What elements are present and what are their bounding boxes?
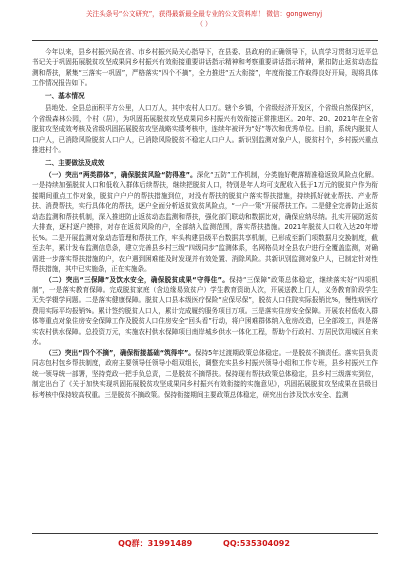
page-footer — [0, 538, 408, 550]
header-divider — [32, 40, 378, 41]
promo-banner-text: 关注头条号“公文研究”，获得最新最全最专业的公文资料库！ 微信：gongwenyj — [85, 10, 323, 18]
footer-qq-group: QQ群：31991489 — [118, 539, 193, 548]
promo-banner-subtext: （ ） — [196, 20, 212, 28]
subsection-3 — [32, 348, 378, 400]
section-heading-basic: 一、基本情况 — [45, 91, 85, 100]
footer-qq: QQ:535304092 — [223, 539, 290, 548]
subsection-1-title: （一）突出“两类群体”，确保脱贫风险“防得准”。 — [45, 170, 197, 179]
footer-divider — [32, 533, 378, 534]
subsection-1 — [32, 170, 378, 275]
section-heading-measures: 二、主要做法及成效 — [45, 158, 105, 167]
subsection-2-title: （二）突出“三保障”及饮水安全，确保脱贫成果“守得住”。 — [45, 275, 230, 284]
subsection-3-body: 保持5年过渡期政策总体稳定。一是脱贫不摘责任。落实县负责同志包村包乡帮扶制度，政府主要领导任领导小组双组长，调整充实县乡村振兴领导小组和工作专班，县乡村振兴工作统一领导统一部署，坚持党政一把手负总责，二是脱贫不摘帮扶。保持现有帮扶政策总体稳定，县乡村三级落实到位，制定出台了《关于加快实现巩固拓展脱贫攻坚成果同乡村振兴有效衔接的实施意见》，巩固拓展脱贫攻坚成果在县级目标考核中保持较高权重。三是脱贫不摘政策。保持衔接期间主要政策总体稳定，研究出台涉及饮水安全、监测 — [32, 348, 378, 399]
subsection-3-title: （三）突出“四个不摘”，确保衔接基础“筑得牢”。 — [45, 348, 195, 357]
intro-paragraph: 今年以来，县乡村振兴局在省、市乡村振兴局关心指导下，在县委、县政府的正确领导下，认真学习贯彻习近平总书记关于巩固拓展脱贫攻坚成果同乡村振兴有效衔接重要讲话指示精神和考察重要讲话指示精神，紧扣防止返贫动态监测和帮扶，紧集“三落实一巩固”，严格落实“四个不摘”，全力推进“五大衔接”，年度衔接工作取得良好开局，现将具体工作情况报告如下。 — [32, 48, 378, 88]
top-banner — [0, 0, 408, 40]
document-body — [32, 47, 378, 400]
subsection-2-body: 保持“三保障”政策总体稳定，继续落实好“四项机制”，一是落实教育保障。完成脱贫家庭（含边缘易致贫户）学生教育资助人次，开展送教上门人，义务教育阶段学生无失学辍学问题。二是落实健康保障。脱贫人口县本级医疗保险“应保尽保”，脱贫人口住院实际报销比%，慢性病医疗费用实际平均报销%。累计签约脱贫人口人，累计完成履约服务项目万项。三是落实住房安全保障。开展农村低收入群体等重点对象住房安全保障工作及脱贫人口住房安全“回头看”行动，将户困难群体纳入危房改造，已全部竣工，四是落实农村供水保障。总投资万元，实施农村供水保障项目南岸城乡供水一体化工程，帮助个行政村、万居民饮用城区自来水。 — [32, 275, 378, 347]
section-basic-paragraph: 县地处、全县总面积平方公里，人口万人，其中农村人口万。辖个乡镇，个省级经济开发区，个省级自然保护区，个省级森林公园，个村（居），为巩固拓展脱贫攻坚成果同乡村振兴有效衔接正常推进区。20年、20、2021年在全省脱贫攻坚成效考核及省级巩固拓展脱贫攻坚战略实绩考核中，连续年被评为“好”等次和优秀单位。目前，系统内脱贫人口户人，已消除风险脱贫人口户人，已消除风险脱贫不稳定人口户人。新识别监测对象户人，脱贫村个，乡村振兴重点推进村个。 — [32, 104, 378, 155]
subsection-1-body: 深化“五防”工作机制，分类施好靶落精准稳返致风险点化解。一是持续加强脱贫人口和低收入群体后续帮扶，继续把脱贫人口，特别是年人均可支配收入低于1万元的脱贫户作为衔接期间重点工作对象，脱贫户户户的帮扶措施到位，对没有帮扶的脱贫户落实帮扶措施，持续抓好就业帮扶、产业帮扶、消费帮扶，实行具体化的帮扶，逐户全面分析返贫致贫风险点，“一户一策”开展帮扶工作。二是健全完善防止返贫动态监测和帮扶机制，深入推进防止返贫动态监测和帮扶，强化部门联动和数据比对，确保应纳尽纳。扎实开展防返贫大排查，逐村逐户摸排，对存在返贫风险的户，全部纳入监测范围，落实帮扶措施。2021年脱贫人口收入达20年增长%。二是开展监测对象动态管理和帮扶工作，牢头构建县级平台数据共享机制，已形成至新门项数据月交换制度，截至去年，累计发布监测信息条，建立完善县乡村三级“四级同步”监测体系，名网格员对全县农户进行全覆盖监测，对确需进一步落实帮扶措施的户，农户遇到困难能及时发现并有效处置、消除风险。共新识别监测对象户人，已制定针对性帮扶措施，其中已实施条，正在实施条。 — [32, 170, 378, 274]
subsection-2 — [32, 275, 378, 348]
